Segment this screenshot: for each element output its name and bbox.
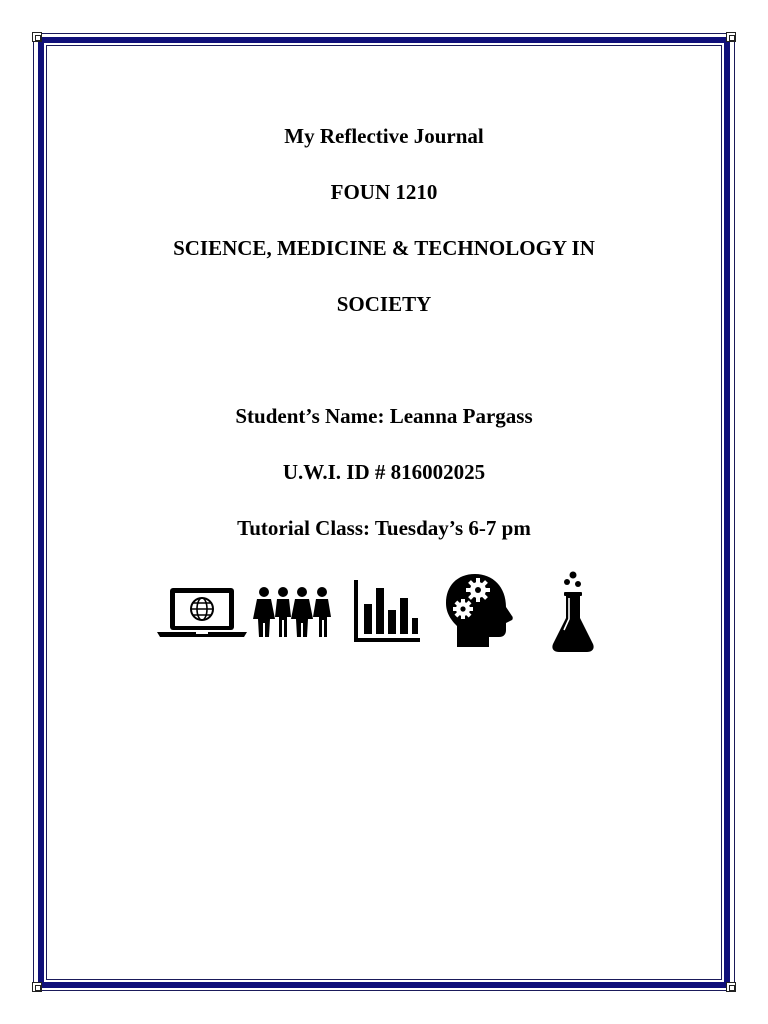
border-corner-bottom-right [726,982,736,992]
border-corner-top-right [726,32,736,42]
course-name-line1: SCIENCE, MEDICINE & TECHNOLOGY IN [173,236,595,260]
student-name: Student’s Name: Leanna Pargass [235,404,533,428]
tutorial-class: Tutorial Class: Tuesday’s 6-7 pm [237,516,531,540]
journal-title: My Reflective Journal [284,124,484,148]
people-group-icon [252,585,336,641]
border-corner-bottom-left [32,982,42,992]
course-code: FOUN 1210 [330,180,438,204]
lab-flask-icon [550,570,596,654]
icon-row [0,570,768,660]
laptop-globe-icon [156,584,248,640]
course-name-line2: SOCIETY [336,292,432,316]
bar-chart-icon [352,580,422,644]
border-corner-top-left [32,32,42,42]
student-id: U.W.I. ID # 816002025 [282,460,486,484]
head-gears-icon [443,572,515,648]
